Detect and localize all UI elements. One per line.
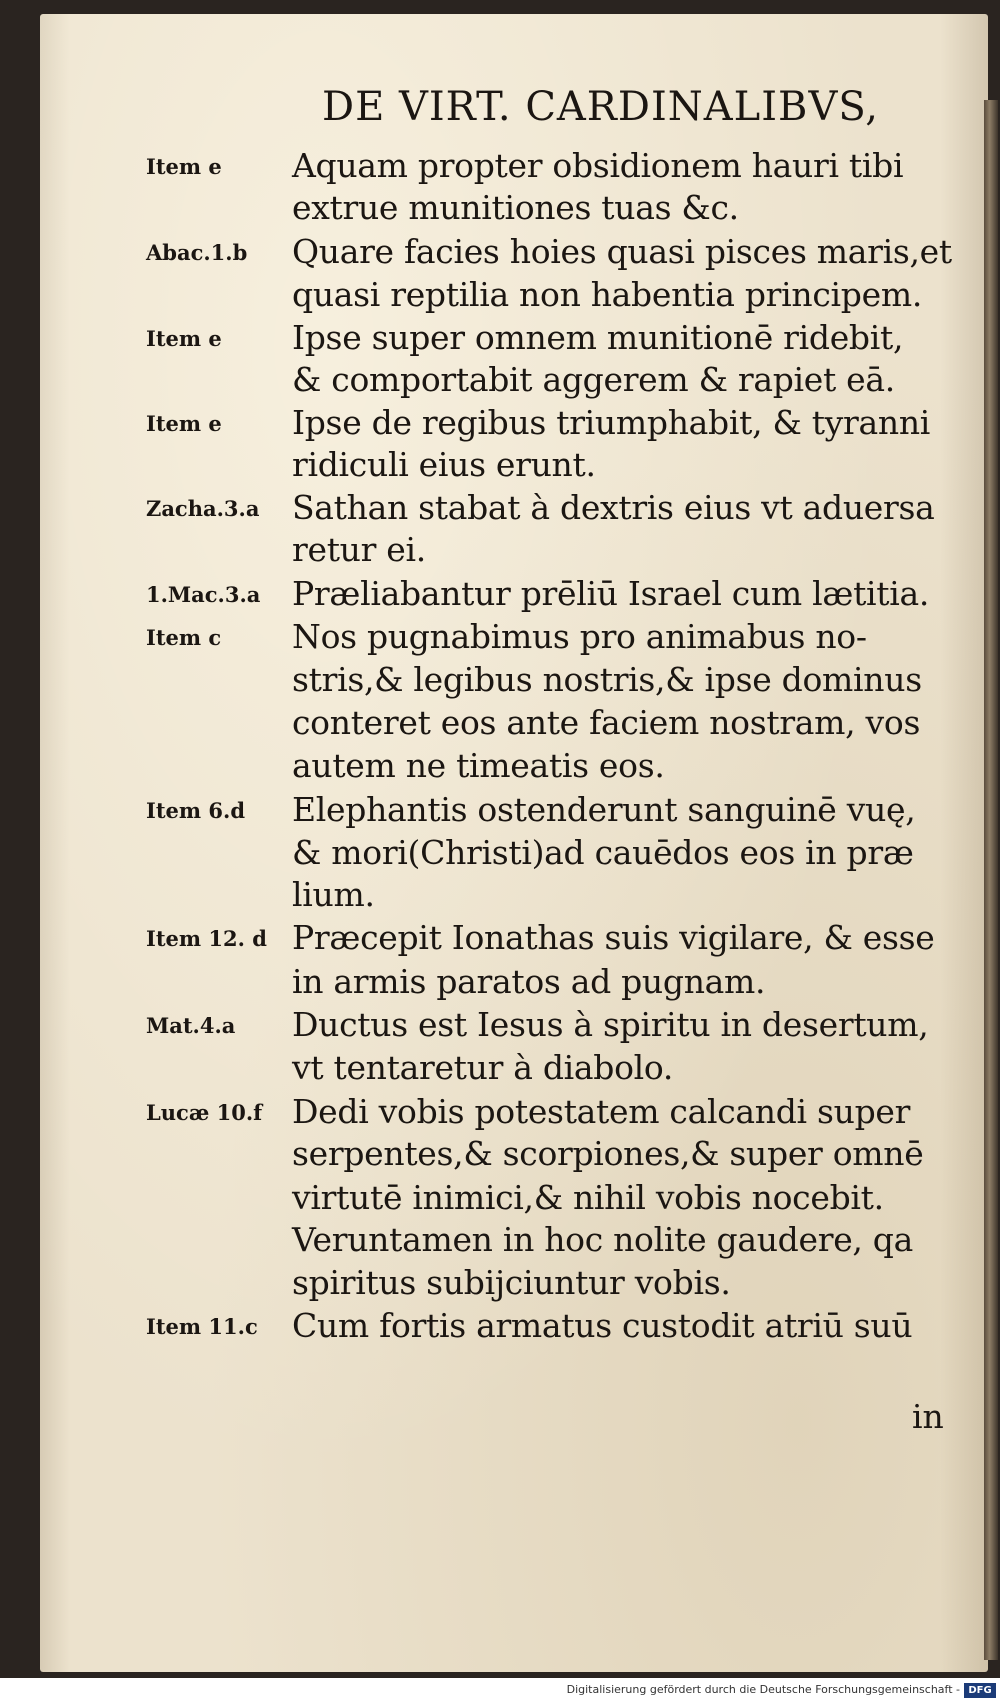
text-line: & mori(Christi)ad cauēdos eos in præ (292, 833, 914, 872)
margin-reference: Item e (146, 326, 222, 351)
margin-reference: Zacha.3.a (146, 496, 260, 521)
text-line: Ipse super omnem munitionē ridebit, (292, 318, 904, 357)
text-line: extrue munitiones tuas &c. (292, 188, 739, 227)
dfg-logo-icon: DFG (964, 1683, 996, 1698)
text-line: Nos pugnabimus pro animabus no- (292, 617, 867, 656)
text-line: Præliabantur prēliū Israel cum lætitia. (292, 574, 930, 613)
text-line: quasi reptilia non habentia principem. (292, 275, 923, 314)
text-line: vt tentaretur à diabolo. (292, 1048, 674, 1087)
margin-reference: Abac.1.b (146, 240, 248, 265)
margin-reference: Item e (146, 154, 222, 179)
text-line: Aquam propter obsidionem hauri tibi (292, 146, 904, 185)
margin-reference: Mat.4.a (146, 1013, 236, 1038)
text-line: in armis paratos ad pugnam. (292, 962, 766, 1001)
margin-reference: Item 6.d (146, 798, 246, 823)
funding-credit: Digitalisierung gefördert durch die Deutsche Forschungsgemeinschaft - (566, 1683, 960, 1696)
margin-reference: Item e (146, 411, 222, 436)
text-line: autem ne timeatis eos. (292, 746, 665, 785)
text-line: Cum fortis armatus custodit atriū suū (292, 1306, 913, 1345)
text-line: Ductus est Iesus à spiritu in desertum, (292, 1005, 929, 1044)
text-line: Elephantis ostenderunt sanguinē vuę, (292, 790, 916, 829)
margin-reference: Item 12. d (146, 926, 267, 951)
text-line: virtutē inimici,& nihil vobis nocebit. (292, 1178, 884, 1217)
running-head: DE VIRT. CARDINALIBVS, (322, 84, 880, 130)
text-line: Quare facies hoies quasi pisces maris,et (292, 232, 952, 271)
text-line: Veruntamen in hoc nolite gaudere, qa (292, 1220, 914, 1259)
text-line: Ipse de regibus triumphabit, & tyranni (292, 403, 931, 442)
text-line: Sathan stabat à dextris eius vt aduersa (292, 488, 935, 527)
text-line: Dedi vobis potestatem calcandi super (292, 1092, 911, 1131)
text-line: conteret eos ante faciem nostram, vos (292, 703, 921, 742)
text-line: Præcepit Ionathas suis vigilare, & esse (292, 918, 935, 957)
text-line: & comportabit aggerem & rapiet eā. (292, 360, 895, 399)
page-edge (984, 100, 998, 1660)
margin-reference: Item 11.c (146, 1314, 258, 1339)
catchword: in (912, 1397, 944, 1436)
margin-reference: Item c (146, 625, 222, 650)
text-line: serpentes,& scorpiones,& super omnē (292, 1134, 924, 1173)
text-line: stris,& legibus nostris,& ipse dominus (292, 660, 922, 699)
margin-reference: Lucæ 10.f (146, 1100, 263, 1125)
footer-bar (0, 1680, 1000, 1703)
margin-reference: 1.Mac.3.a (146, 582, 261, 607)
text-line: ridiculi eius erunt. (292, 445, 596, 484)
text-line: spiritus subijciuntur vobis. (292, 1263, 731, 1302)
text-line: lium. (292, 875, 375, 914)
text-line: retur ei. (292, 530, 426, 569)
